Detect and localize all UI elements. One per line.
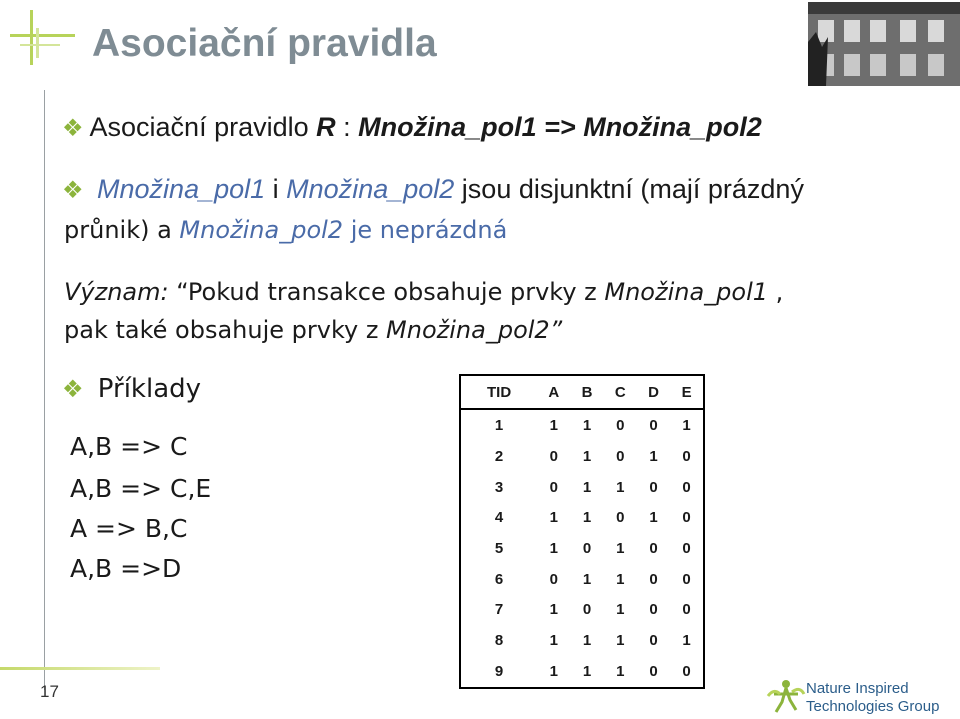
example-rule: A,B =>D — [70, 554, 182, 583]
table-cell: 2 — [494, 448, 504, 466]
table-cell: 7 — [494, 601, 504, 619]
diamond-cluster-icon: ❖ — [62, 375, 84, 403]
table-cell: 1 — [582, 631, 592, 649]
table-cell: 1 — [549, 662, 558, 680]
table-cell: 1 — [616, 539, 625, 557]
table-cell: 1 — [549, 601, 558, 619]
table-cell: 1 — [682, 631, 691, 649]
table-row — [460, 533, 704, 564]
table-row — [460, 656, 704, 688]
building-photo — [808, 2, 960, 86]
column-header: A — [537, 375, 570, 409]
table-cell: 0 — [549, 570, 558, 588]
footer-accent-bar — [0, 667, 160, 670]
page-number: 17 — [40, 682, 59, 701]
meaning-line-2: pak také obsahuje prvky z Množina_pol2” — [64, 316, 563, 344]
slide-title: Asociační pravidla — [92, 22, 437, 65]
table-cell: 0 — [682, 570, 691, 588]
table-cell: 5 — [494, 539, 504, 557]
table-cell: 1 — [682, 417, 691, 435]
table-cell: 6 — [494, 570, 504, 588]
table-cell: 0 — [649, 570, 658, 588]
table-row — [460, 625, 704, 656]
column-header: B — [570, 375, 603, 409]
table-row — [460, 503, 704, 534]
table-cell: 1 — [549, 417, 558, 435]
table-cell: 1 — [649, 509, 658, 527]
table-header-row — [460, 375, 704, 409]
table-cell: 0 — [649, 478, 658, 496]
table-cell: 1 — [549, 631, 558, 649]
table-cell: 1 — [494, 417, 504, 435]
table-cell: 0 — [682, 478, 691, 496]
example-rule: A => B,C — [70, 514, 188, 543]
example-rule: A,B => C — [70, 432, 188, 461]
table-cell: 0 — [649, 631, 658, 649]
table-cell: 0 — [582, 539, 592, 557]
table-cell: 1 — [616, 478, 625, 496]
table-cell: 0 — [616, 509, 625, 527]
table-cell: 0 — [682, 539, 691, 557]
table-cell: 1 — [582, 509, 592, 527]
table-cell: 1 — [616, 570, 625, 588]
diamond-cluster-icon: ❖ — [62, 177, 84, 204]
table-cell: 0 — [616, 448, 625, 466]
transaction-table — [459, 374, 705, 689]
table-cell: 1 — [649, 448, 658, 466]
examples-heading: ❖ Příklady — [62, 374, 202, 404]
column-header: TID — [460, 375, 537, 409]
bullet-disjoint: ❖ Množina_pol1 i Množina_pol2 jsou disjunktní (mají prázdný — [62, 174, 804, 204]
table-cell: 1 — [582, 417, 592, 435]
table-cell: 1 — [616, 631, 625, 649]
table-cell: 0 — [682, 601, 691, 619]
diamond-cluster-icon: ❖ — [62, 115, 84, 142]
table-cell: 3 — [494, 478, 504, 496]
table-cell: 8 — [494, 631, 504, 649]
column-header: E — [670, 375, 704, 409]
meaning-line-1: Význam: “Pokud transakce obsahuje prvky z Množina_pol1 , — [64, 278, 784, 306]
table-cell: 0 — [549, 478, 558, 496]
bullet-disjoint-cont: průnik) a Množina_pol2 je neprázdná — [64, 216, 508, 244]
table-cell: 1 — [616, 662, 625, 680]
table-row — [460, 564, 704, 595]
table-row — [460, 594, 704, 625]
table-cell: 0 — [682, 448, 691, 466]
table-cell: 0 — [649, 662, 658, 680]
table-cell: 1 — [549, 539, 558, 557]
table-cell: 0 — [616, 417, 625, 435]
table-row — [460, 472, 704, 503]
table-cell: 0 — [582, 601, 592, 619]
table-row — [460, 441, 704, 472]
left-divider — [44, 90, 45, 690]
table-row — [460, 409, 704, 441]
table-cell: 9 — [494, 662, 504, 680]
table-cell: 1 — [582, 478, 592, 496]
table-cell: 1 — [616, 601, 625, 619]
table-cell: 0 — [682, 662, 691, 680]
corner-decoration — [0, 0, 80, 80]
column-header: D — [637, 375, 670, 409]
table-cell: 1 — [582, 570, 592, 588]
column-header: C — [604, 375, 637, 409]
table-cell: 1 — [582, 448, 592, 466]
logo-text: Nature Inspired Technologies Group — [806, 680, 940, 715]
table-cell: 0 — [649, 539, 658, 557]
table-cell: 1 — [582, 662, 592, 680]
table-cell: 1 — [549, 509, 558, 527]
table-cell: 0 — [649, 417, 658, 435]
table-cell: 0 — [682, 509, 691, 527]
bullet-rule-definition: ❖ Asociační pravidlo R : Množina_pol1 => Množina_pol2 — [62, 112, 762, 142]
table-cell: 4 — [494, 509, 504, 527]
example-rule: A,B => C,E — [70, 474, 212, 503]
table-cell: 0 — [649, 601, 658, 619]
table-cell: 0 — [549, 448, 558, 466]
